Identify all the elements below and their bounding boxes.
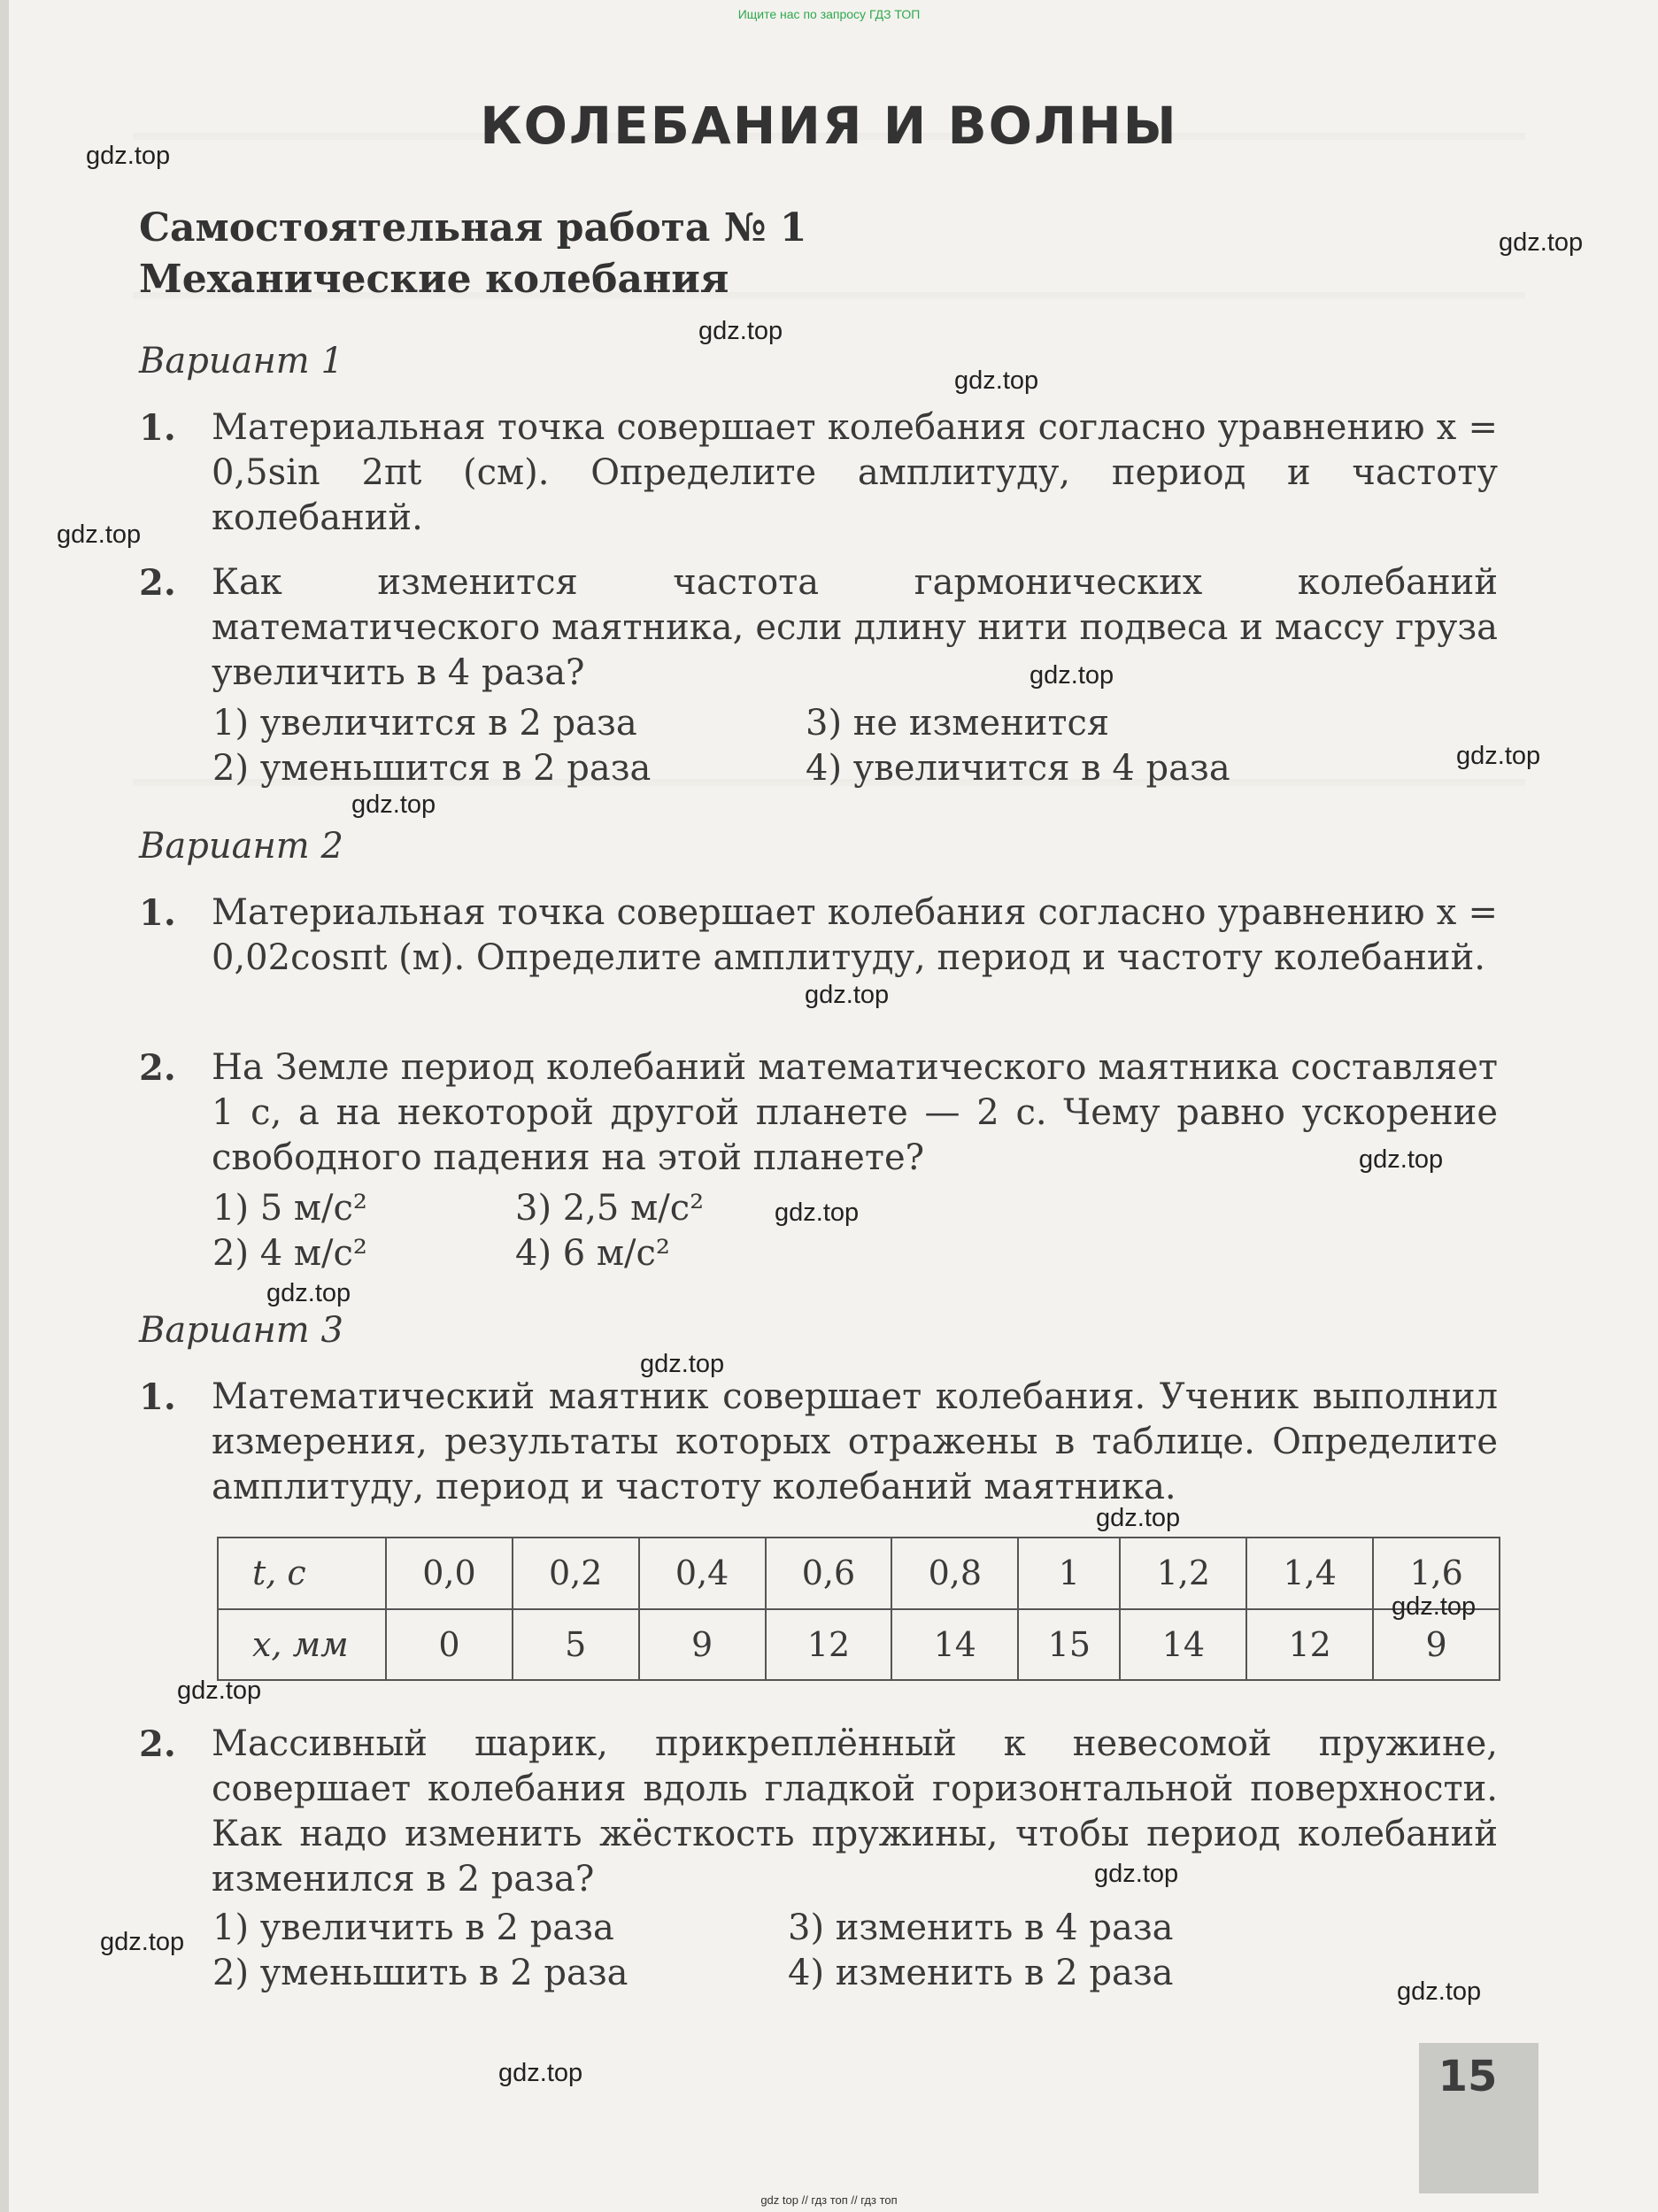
table-cell: 1,2 (1120, 1538, 1246, 1609)
task-text: Как изменится частота гармонических колебаний математического маятника, если длину нити подвеса и массу груза увеличить в 4 раза? (212, 562, 1498, 693)
table-cell: 0 (386, 1609, 513, 1681)
task-text: Материальная точка совершает колебания согласно уравнению x = 0,02cosπt (м). Определите амплитуду, период и частоту колебаний. (212, 892, 1498, 978)
variant-1-task-1 (139, 405, 1498, 543)
answer-option: 1) увеличить в 2 раза (212, 1908, 614, 1948)
watermark: gdz.top (100, 1928, 185, 1956)
answer-option: 4) 6 м/с² (515, 1233, 670, 1274)
watermark: gdz.top (1096, 1504, 1181, 1532)
answer-option: 4) изменить в 2 раза (788, 1953, 1174, 1993)
answer-option: 3) не изменится (806, 703, 1110, 744)
answer-option: 2) 4 м/с² (212, 1233, 367, 1274)
table-cell: 14 (891, 1609, 1018, 1681)
answer-option: 4) увеличится в 4 раза (806, 748, 1230, 789)
watermark: gdz.top (698, 317, 783, 345)
table-cell: 1 (1018, 1538, 1120, 1609)
work-title: Самостоятельная работа № 1 (139, 205, 807, 250)
variant-1-task-2 (139, 560, 1498, 698)
answer-option: 3) 2,5 м/с² (515, 1188, 705, 1229)
watermark: gdz.top (1030, 661, 1114, 690)
watermark: gdz.top (351, 790, 436, 819)
page-edge-shadow (0, 0, 9, 2212)
task-number: 2. (139, 1047, 176, 1089)
watermark: gdz.top (1499, 228, 1584, 257)
table-cell: x, мм (218, 1609, 386, 1681)
variant-3-heading: Вариант 3 (139, 1310, 343, 1351)
table-cell: 0,4 (639, 1538, 766, 1609)
table-cell: 9 (1373, 1609, 1500, 1681)
variant-3-task-1 (139, 1375, 1498, 1512)
table-cell: 1,4 (1246, 1538, 1373, 1609)
table-cell: 15 (1018, 1609, 1120, 1681)
table-cell: 0,2 (513, 1538, 639, 1609)
task-number: 1. (139, 407, 176, 449)
answer-option: 1) 5 м/с² (212, 1188, 367, 1229)
watermark: gdz.top (1456, 742, 1541, 770)
answer-option: 1) увеличится в 2 раза (212, 703, 637, 744)
task-number: 2. (139, 1723, 176, 1765)
task-text: На Земле период колебаний математического маятника составляет 1 с, а на некоторой другой планете — 2 с. Чему равно ускорение свободного падения на этой планете? (212, 1047, 1498, 1178)
header-note: Ищите нас по запросу ГДЗ ТОП (737, 7, 921, 21)
variant-2-heading: Вариант 2 (139, 826, 343, 867)
table-cell: 12 (1246, 1609, 1373, 1681)
task-number: 1. (139, 892, 176, 934)
task-text: Материальная точка совершает колебания согласно уравнению x = 0,5sin 2πt (см). Определите амплитуду, период и частоту колебаний. (212, 407, 1498, 538)
table-cell: 12 (766, 1609, 892, 1681)
table-cell: 0,8 (891, 1538, 1018, 1609)
task-number: 1. (139, 1376, 176, 1418)
watermark: gdz.top (775, 1198, 860, 1227)
table-cell: 1,6 (1373, 1538, 1500, 1609)
watermark: gdz.top (498, 2059, 583, 2087)
variant-2-task-2 (139, 1045, 1498, 1183)
work-subtitle: Механические колебания (139, 257, 729, 302)
watermark: gdz.top (1397, 1977, 1482, 2006)
answer-option: 2) уменьшить в 2 раза (212, 1953, 628, 1993)
watermark: gdz.top (805, 981, 890, 1009)
task-number: 2. (139, 562, 176, 604)
page-title: КОЛЕБАНИЯ И ВОЛНЫ (480, 96, 1178, 156)
measurement-table (217, 1537, 1500, 1681)
watermark: gdz.top (177, 1676, 262, 1705)
watermark: gdz.top (640, 1350, 725, 1378)
page-number: 15 (1438, 2052, 1498, 2101)
table-cell: 0,6 (766, 1538, 892, 1609)
table-cell: 9 (639, 1609, 766, 1681)
watermark: gdz.top (1359, 1145, 1444, 1174)
watermark: gdz.top (86, 142, 171, 170)
footer-note: gdz top // гдз топ // гдз топ (760, 2193, 898, 2207)
answer-option: 2) уменьшится в 2 раза (212, 748, 652, 789)
answer-option: 3) изменить в 4 раза (788, 1908, 1174, 1948)
watermark: gdz.top (1392, 1592, 1477, 1621)
watermark: gdz.top (954, 366, 1039, 395)
table-cell: t, с (218, 1538, 386, 1609)
table-cell: 0,0 (386, 1538, 513, 1609)
watermark: gdz.top (57, 520, 142, 549)
watermark: gdz.top (1094, 1860, 1179, 1888)
task-text: Математический маятник совершает колебания. Ученик выполнил измерения, результаты которых отражены в таблице. Определите амплитуду, период и частоту колебаний маятника. (212, 1376, 1498, 1507)
watermark: gdz.top (266, 1279, 351, 1307)
table-cell: 5 (513, 1609, 639, 1681)
variant-1-heading: Вариант 1 (139, 341, 343, 382)
task-text: Массивный шарик, прикреплённый к невесомой пружине, совершает колебания вдоль гладкой горизонтальной поверхности. Как надо изменить жёсткость пружины, чтобы период колебаний изменился в 2 раза? (212, 1723, 1498, 1900)
table-cell: 14 (1120, 1609, 1246, 1681)
table-row (218, 1538, 1500, 1609)
table-row (218, 1609, 1500, 1681)
variant-3-task-2 (139, 1722, 1498, 1903)
